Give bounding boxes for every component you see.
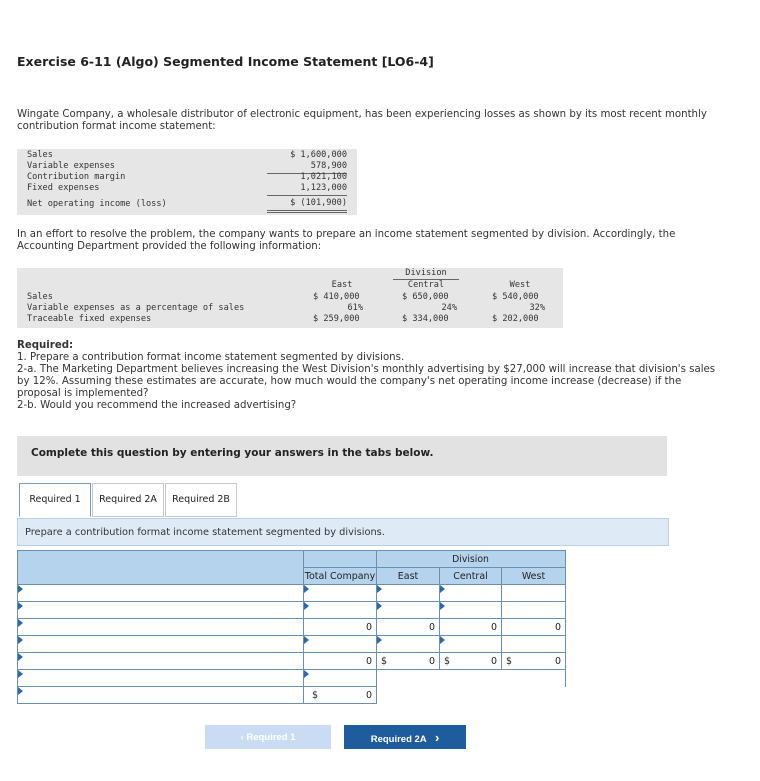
amount-input[interactable] [440, 636, 502, 653]
amount-input[interactable] [502, 636, 566, 653]
income-label-fixed: Fixed expenses [27, 183, 100, 193]
amount-input[interactable] [502, 585, 566, 602]
division-col-east: East [331, 280, 353, 290]
dropdown-arrow-icon [440, 585, 445, 593]
dropdown-arrow-icon [18, 670, 23, 678]
income-value-sales: $ 1,600,000 [290, 150, 347, 160]
tab-required-2b[interactable]: Required 2B [165, 483, 237, 517]
segment-margin-total: 0 [304, 653, 377, 670]
label-select[interactable] [18, 636, 304, 653]
income-statement [17, 149, 357, 215]
central-sales: $ 650,000 [402, 292, 449, 302]
west-variable-pct: 32% [529, 303, 545, 313]
division-row-variable: Variable expenses as a percentage of sales [27, 303, 245, 313]
col-total-company: Total Company [304, 568, 377, 585]
dropdown-arrow-icon [18, 619, 23, 627]
income-label-noi: Net operating income (loss) [27, 199, 167, 209]
dropdown-arrow-icon [18, 585, 23, 593]
division-info [17, 268, 563, 328]
tab-required-1[interactable]: Required 1 [19, 483, 91, 517]
income-label-variable: Variable expenses [27, 161, 115, 171]
dropdown-arrow-icon [304, 602, 309, 610]
answer-row [18, 670, 566, 687]
tab-prompt: Prepare a contribution format income statement segmented by divisions. [25, 527, 385, 538]
answer-row [18, 585, 566, 602]
label-select[interactable] [18, 619, 304, 636]
income-value-fixed: 1,123,000 [267, 183, 347, 196]
label-select[interactable] [18, 585, 304, 602]
amount-input[interactable] [377, 636, 440, 653]
required-line-1: 1. Prepare a contribution format income statement segmented by divisions. [17, 352, 405, 363]
amount-input[interactable] [304, 636, 377, 653]
dollar-sign: $ [312, 689, 319, 701]
dollar-sign: $ [506, 655, 513, 667]
intro-text: Wingate Company, a wholesale distributor of electronic equipment, has been experiencing losses as shown by its most recent monthly contribution format income statement: [17, 109, 707, 132]
prev-tab-button[interactable] [205, 725, 331, 749]
dollar-sign: $ [444, 655, 451, 667]
next-button-label: Required 2A [370, 733, 427, 745]
amount-input[interactable] [377, 585, 440, 602]
west-fixed: $ 202,000 [492, 314, 539, 324]
dropdown-arrow-icon [377, 636, 382, 644]
central-variable-pct: 24% [441, 303, 457, 313]
total-cm-west: 0 [502, 619, 566, 636]
answer-row [18, 602, 566, 619]
dropdown-arrow-icon [440, 636, 445, 644]
dropdown-arrow-icon [377, 585, 382, 593]
required-line-3: 2-b. Would you recommend the increased advertising? [17, 400, 297, 411]
dropdown-arrow-icon [377, 602, 382, 610]
tab-prompt-bar [17, 518, 669, 546]
answer-row [18, 687, 566, 704]
dropdown-arrow-icon [304, 585, 309, 593]
instruction-text: Complete this question by entering your answers in the tabs below. [31, 447, 434, 459]
label-select[interactable] [18, 687, 304, 704]
division-label: Division [405, 268, 447, 278]
answer-division-label: Division [440, 551, 502, 568]
income-value-variable: 578,900 [267, 161, 347, 174]
col-east: East [377, 568, 440, 585]
col-west: West [502, 568, 566, 585]
amount-input[interactable] [440, 602, 502, 619]
amount-input[interactable] [502, 602, 566, 619]
segment-margin-east: $ 0 [377, 653, 440, 670]
next-tab-button[interactable] [344, 725, 466, 749]
segment-margin-central: $ 0 [440, 653, 502, 670]
east-variable-pct: 61% [347, 303, 363, 313]
east-fixed: $ 259,000 [313, 314, 360, 324]
dropdown-arrow-icon [440, 602, 445, 610]
label-select[interactable] [18, 653, 304, 670]
tab-required-2a[interactable]: Required 2A [92, 483, 164, 517]
answer-row [18, 653, 566, 670]
income-label-sales: Sales [27, 150, 53, 160]
income-value-cm: 1,021,100 [300, 172, 347, 182]
required-heading: Required: [17, 340, 74, 351]
segment-margin-west: $ 0 [502, 653, 566, 670]
required-block [17, 340, 727, 412]
division-col-central: Central [407, 280, 445, 290]
page-title: Exercise 6-11 (Algo) Segmented Income Statement [LO6-4] [17, 54, 434, 69]
central-fixed: $ 334,000 [402, 314, 449, 324]
income-label-cm: Contribution margin [27, 172, 126, 182]
amount-input[interactable] [440, 585, 502, 602]
chevron-left-icon: ‹ [240, 731, 244, 743]
instruction-banner [17, 436, 667, 476]
net-operating-income-total: $ 0 [304, 687, 377, 704]
amount-input[interactable] [377, 602, 440, 619]
dropdown-arrow-icon [304, 670, 309, 678]
west-sales: $ 540,000 [492, 292, 539, 302]
answer-table [17, 550, 566, 704]
prev-button-label: Required 1 [246, 731, 296, 743]
division-col-west: West [509, 280, 531, 290]
dropdown-arrow-icon [18, 687, 23, 695]
dropdown-arrow-icon [18, 653, 23, 661]
resolve-text: In an effort to resolve the problem, the company wants to prepare an income statement segmented by division. Accordingly, the Accounting Department provided the following information: [17, 229, 676, 252]
dropdown-arrow-icon [304, 636, 309, 644]
chevron-right-icon: › [434, 729, 440, 745]
required-line-2: 2-a. The Marketing Department believes increasing the West Division's monthly advertising by $27,000 will increase that division's sales by 12%. Assuming these estimates are accurate, how much would the company's net operating income increase (decrease) if the proposal is implemented? [17, 364, 716, 399]
answer-row [18, 619, 566, 636]
dropdown-arrow-icon [18, 602, 23, 610]
dollar-sign: $ [381, 655, 388, 667]
label-select[interactable] [18, 602, 304, 619]
east-sales: $ 410,000 [313, 292, 360, 302]
total-cm-east: 0 [377, 619, 440, 636]
dropdown-arrow-icon [18, 636, 23, 644]
label-select[interactable] [18, 670, 304, 687]
total-cm-total: 0 [304, 619, 377, 636]
amount-input[interactable] [304, 585, 377, 602]
division-row-fixed: Traceable fixed expenses [27, 314, 152, 324]
division-row-sales: Sales [27, 292, 53, 302]
amount-input[interactable] [304, 602, 377, 619]
answer-header-blank [18, 551, 304, 585]
income-value-noi: $ (101,900) [267, 198, 347, 213]
answer-row [18, 636, 566, 653]
col-central: Central [440, 568, 502, 585]
total-cm-central: 0 [440, 619, 502, 636]
amount-input[interactable] [304, 670, 377, 687]
